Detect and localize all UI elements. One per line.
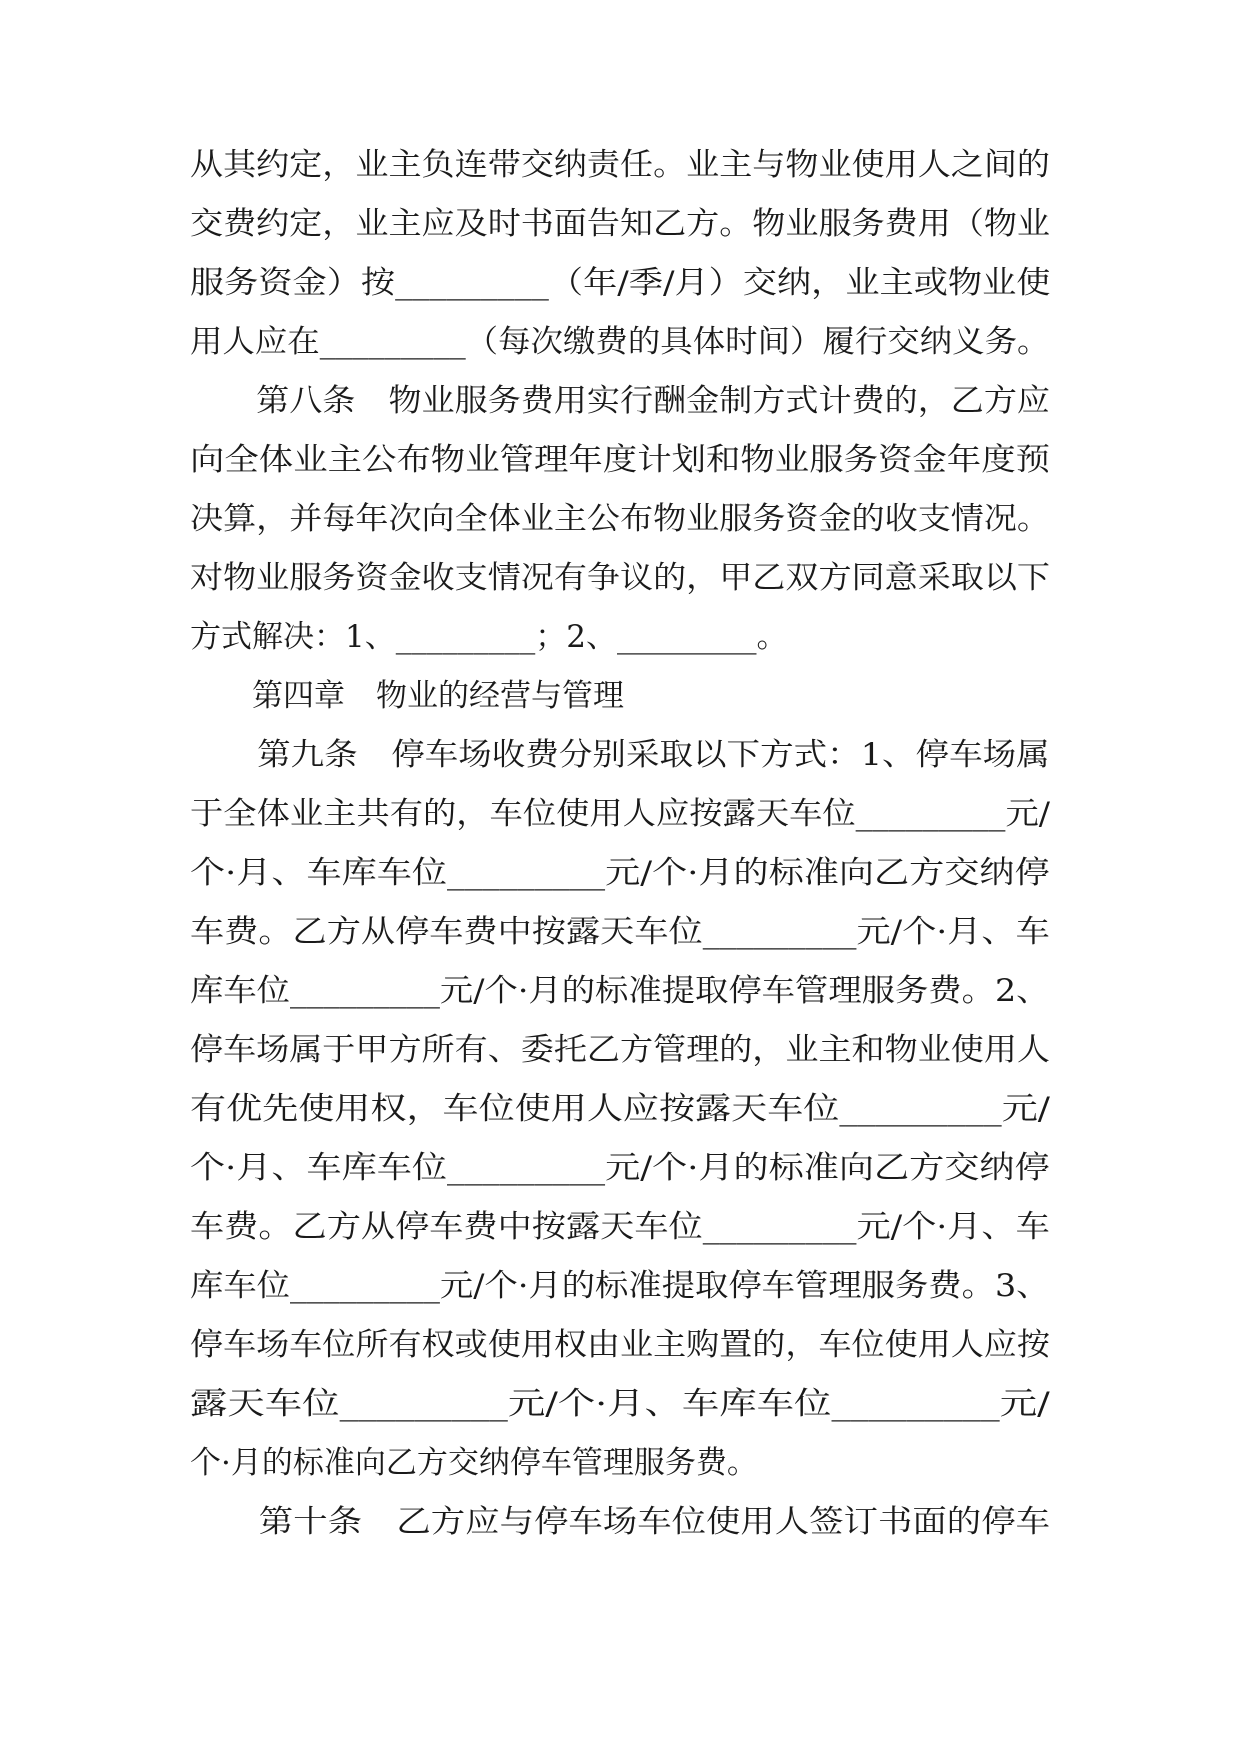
text-line: 交费约定，业主应及时书面告知乙方。物业服务费用（物业 xyxy=(190,206,1050,242)
text-line: 库车位_________元/个·月的标准提取停车管理服务费。2、 xyxy=(190,973,1050,1009)
article-heading-line: 第九条 停车场收费分别采取以下方式：1、停车场属 xyxy=(190,737,1050,773)
article-heading-line: 第十条 乙方应与停车场车位使用人签订书面的停车 xyxy=(190,1504,1050,1540)
text-line: 车费。乙方从停车费中按露天车位_________元/个·月、车 xyxy=(190,914,1050,950)
text-line: 方式解决：1、_________；2、_________。 xyxy=(190,619,788,655)
text-line: 对物业服务资金收支情况有争议的，甲乙双方同意采取以下 xyxy=(190,560,1050,596)
text-line: 有优先使用权，车位使用人应按露天车位_________元/ xyxy=(190,1091,1050,1127)
article-heading-line: 第八条 物业服务费用实行酬金制方式计费的，乙方应 xyxy=(190,383,1050,419)
chapter-heading: 第四章 物业的经营与管理 xyxy=(190,678,624,714)
text-line: 停车场车位所有权或使用权由业主购置的，车位使用人应按 xyxy=(190,1327,1050,1363)
text-line: 从其约定，业主负连带交纳责任。业主与物业使用人之间的 xyxy=(190,147,1050,183)
text-line: 车费。乙方从停车费中按露天车位_________元/个·月、车 xyxy=(190,1209,1050,1245)
text-line: 服务资金）按_________（年/季/月）交纳，业主或物业使 xyxy=(190,265,1051,301)
text-line: 露天车位_________元/个·月、车库车位_________元/ xyxy=(190,1386,1050,1422)
text-line: 用人应在_________（每次缴费的具体时间）履行交纳义务。 xyxy=(190,324,1050,360)
text-line: 于全体业主共有的，车位使用人应按露天车位_________元/ xyxy=(190,796,1050,832)
text-line: 决算，并每年次向全体业主公布物业服务资金的收支情况。 xyxy=(190,501,1050,537)
text-line: 停车场属于甲方所有、委托乙方管理的，业主和物业使用人 xyxy=(190,1032,1050,1068)
text-line: 向全体业主公布物业管理年度计划和物业服务资金年度预 xyxy=(190,442,1050,478)
text-line: 个·月、车库车位_________元/个·月的标准向乙方交纳停 xyxy=(190,855,1050,891)
text-line: 库车位_________元/个·月的标准提取停车管理服务费。3、 xyxy=(190,1268,1050,1304)
text-line: 个·月、车库车位_________元/个·月的标准向乙方交纳停 xyxy=(190,1150,1050,1186)
text-line: 个·月的标准向乙方交纳停车管理服务费。 xyxy=(190,1445,758,1481)
